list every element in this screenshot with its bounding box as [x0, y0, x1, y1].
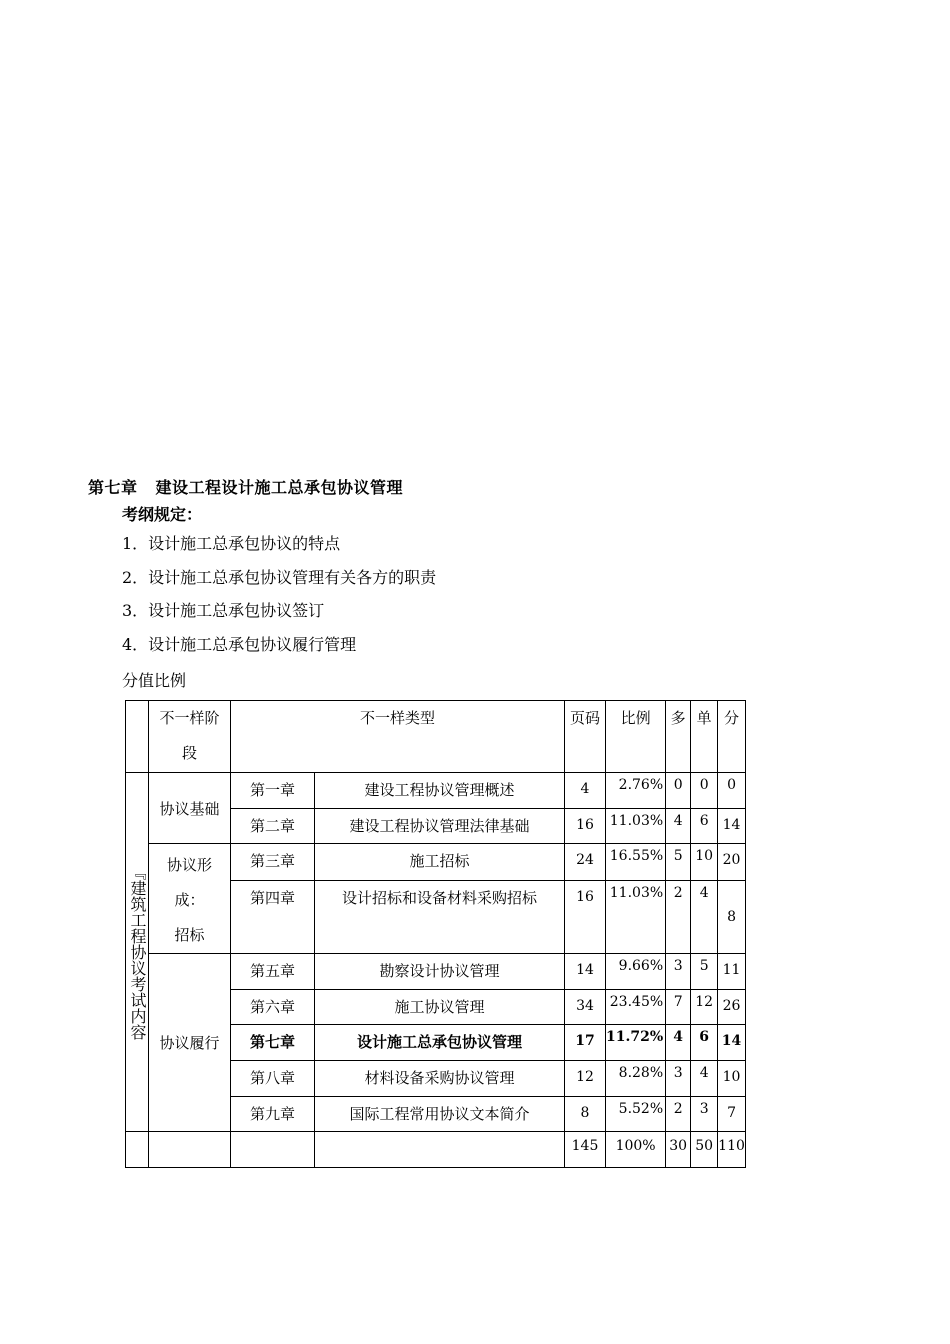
row-score: 7 — [718, 1096, 746, 1132]
row-score: 10 — [718, 1060, 746, 1096]
row-chapter: 第七章 — [231, 1025, 315, 1061]
row-ratio: 11.72% — [606, 1025, 666, 1061]
chapter-heading — [88, 475, 403, 498]
row-ratio: 2.76% — [606, 773, 666, 809]
row-score: 14 — [718, 808, 746, 844]
outline-label: 考纲规定： — [122, 505, 203, 524]
stage-formation-line: 成： — [174, 891, 205, 910]
row-single: 6 — [691, 1025, 718, 1061]
header-score: 分 — [718, 701, 746, 773]
row-single: 5 — [691, 954, 718, 990]
row-pages: 34 — [565, 989, 606, 1025]
row-score: 14 — [718, 1025, 746, 1061]
total-pages: 145 — [565, 1132, 606, 1168]
chapter-title: 建设工程设计施工总承包协议管理 — [155, 478, 404, 497]
row-multi: 3 — [666, 954, 691, 990]
table-row — [126, 773, 746, 809]
total-ratio: 100% — [606, 1132, 666, 1168]
row-score: 0 — [718, 773, 746, 809]
outline-item: 3．设计施工总承包协议签订 — [122, 601, 325, 620]
row-score: 11 — [718, 954, 746, 990]
row-chapter: 第二章 — [231, 808, 315, 844]
header-stage: 不一样阶段 — [149, 701, 231, 773]
row-pages: 8 — [565, 1096, 606, 1132]
total-multi: 30 — [666, 1132, 691, 1168]
stage-formation-line: 招标 — [174, 926, 205, 945]
row-single: 3 — [691, 1096, 718, 1132]
total-empty-cell — [315, 1132, 565, 1168]
row-ratio: 5.52% — [606, 1096, 666, 1132]
row-title: 施工协议管理 — [315, 989, 565, 1025]
row-chapter: 第一章 — [231, 773, 315, 809]
row-pages: 16 — [565, 880, 606, 953]
row-chapter: 第五章 — [231, 954, 315, 990]
row-chapter: 第九章 — [231, 1096, 315, 1132]
row-pages: 4 — [565, 773, 606, 809]
stage-formation-line: 协议形 — [166, 856, 212, 875]
row-pages: 12 — [565, 1060, 606, 1096]
row-multi: 0 — [666, 773, 691, 809]
table-row — [126, 844, 746, 881]
row-ratio: 16.55% — [606, 844, 666, 881]
row-title: 建设工程协议管理概述 — [315, 773, 565, 809]
row-pages: 14 — [565, 954, 606, 990]
total-empty-cell — [231, 1132, 315, 1168]
row-ratio: 8.28% — [606, 1060, 666, 1096]
table-header-row — [126, 701, 746, 773]
row-ratio: 23.45% — [606, 989, 666, 1025]
row-chapter: 第八章 — [231, 1060, 315, 1096]
row-single: 0 — [691, 773, 718, 809]
outline-item: 4．设计施工总承包协议履行管理 — [122, 634, 357, 654]
total-empty-cell — [126, 1132, 149, 1168]
table-row — [126, 954, 746, 990]
row-pages: 24 — [565, 844, 606, 881]
row-pages: 17 — [565, 1025, 606, 1061]
row-multi: 3 — [666, 1060, 691, 1096]
outline-item: 2．设计施工总承包协议管理有关各方的职责 — [122, 567, 437, 587]
score-table — [125, 700, 746, 1168]
row-title: 国际工程常用协议文本简介 — [315, 1096, 565, 1132]
total-single: 50 — [691, 1132, 718, 1168]
row-title: 建设工程协议管理法律基础 — [315, 808, 565, 844]
row-title: 设计招标和设备材料采购招标 — [315, 880, 565, 953]
row-multi: 2 — [666, 880, 691, 953]
row-single: 6 — [691, 808, 718, 844]
corner-cell — [126, 701, 149, 773]
row-single: 4 — [691, 1060, 718, 1096]
row-ratio: 11.03% — [606, 808, 666, 844]
row-multi: 4 — [666, 808, 691, 844]
ratio-label: 分值比例 — [122, 671, 187, 690]
table-total-row — [126, 1132, 746, 1168]
header-type: 不一样类型 — [231, 701, 565, 773]
row-title: 设计施工总承包协议管理 — [315, 1025, 565, 1061]
row-multi: 2 — [666, 1096, 691, 1132]
row-title: 勘察设计协议管理 — [315, 954, 565, 990]
row-chapter: 第四章 — [231, 880, 315, 953]
row-single: 10 — [691, 844, 718, 881]
row-single: 12 — [691, 989, 718, 1025]
outline-list — [122, 534, 436, 668]
header-single: 单 — [691, 701, 718, 773]
stage-formation — [149, 844, 231, 954]
row-multi: 4 — [666, 1025, 691, 1061]
row-multi: 7 — [666, 989, 691, 1025]
row-chapter: 第三章 — [231, 844, 315, 881]
row-title: 材料设备采购协议管理 — [315, 1060, 565, 1096]
row-pages: 16 — [565, 808, 606, 844]
row-score: 8 — [718, 880, 746, 953]
side-label: 『建筑工程协议考试内容 — [126, 773, 149, 1132]
row-score: 26 — [718, 989, 746, 1025]
row-single: 4 — [691, 880, 718, 953]
total-empty-cell — [149, 1132, 231, 1168]
outline-item: 1．设计施工总承包协议的特点 — [122, 534, 341, 553]
stage-performance: 协议履行 — [149, 954, 231, 1132]
row-title: 施工招标 — [315, 844, 565, 881]
header-pages: 页码 — [565, 701, 606, 773]
stage-basis: 协议基础 — [149, 773, 231, 844]
row-ratio: 9.66% — [606, 954, 666, 990]
chapter-number: 第七章 — [88, 478, 138, 497]
row-multi: 5 — [666, 844, 691, 881]
row-score: 20 — [718, 844, 746, 881]
total-score: 110 — [718, 1132, 746, 1168]
row-ratio: 11.03% — [606, 880, 666, 953]
header-ratio: 比例 — [606, 701, 666, 773]
header-multi: 多 — [666, 701, 691, 773]
row-chapter: 第六章 — [231, 989, 315, 1025]
